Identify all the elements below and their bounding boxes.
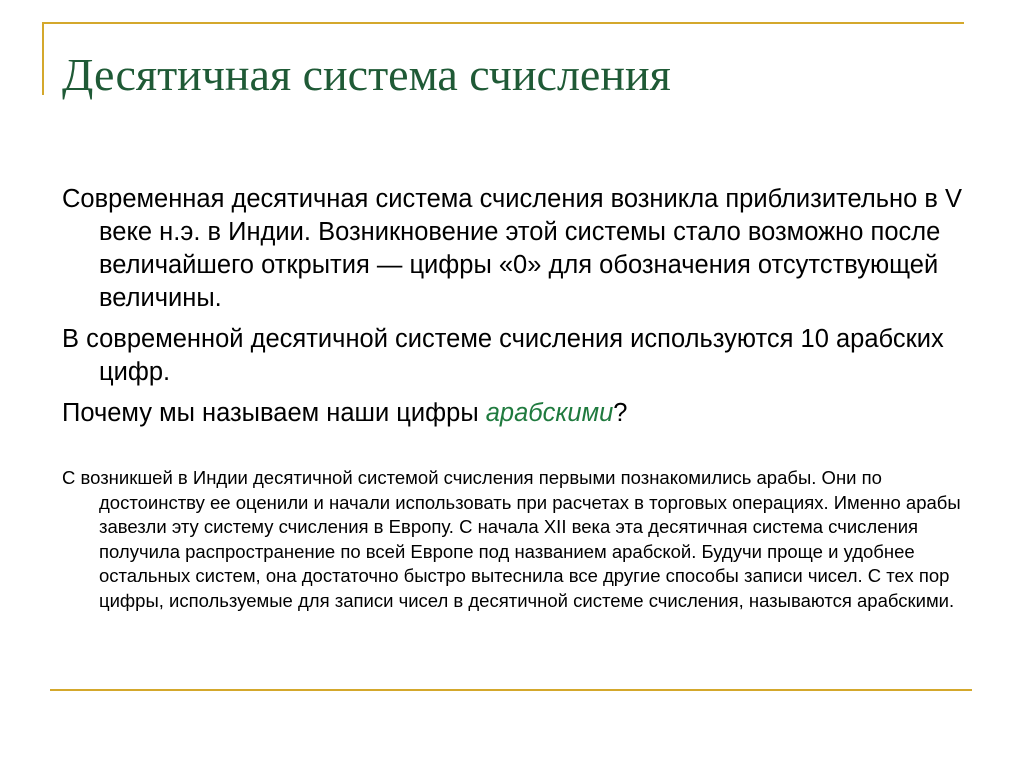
slide-content — [62, 183, 972, 613]
bottom-border-line — [50, 689, 972, 691]
paragraph-origin: Современная десятичная система счисления возникла приблизительно в V веке н.э. в Индии. Возникновение этой системы стало возможно после величайшего открытия — цифры «0» для обозначения отсутствующей величины. — [62, 185, 962, 312]
question-mark: ? — [613, 399, 628, 427]
top-border-line — [42, 22, 964, 24]
question-highlight: арабскими — [485, 399, 614, 427]
paragraph-digits: В современной десятичной системе счисления используются 10 арабских цифр. — [62, 325, 944, 386]
history-note: С возникшей в Индии десятичной системой счисления первыми познакомились арабы. Они по достоинству ее оценили и начали использовать при расчетах в торговых операциях. Именно арабы завезли эту систему счисления в Европу. С начала XII века эта десятичная система счисления получила распространение по всей Европе под названием арабской. Будучи проще и удобнее остальных систем, она достаточно быстро вытеснила все другие способы записи чисел. С тех пор цифры, используемые для записи чисел в десятичной системе счисления, называются арабскими. — [62, 467, 961, 611]
left-border-line — [42, 22, 44, 95]
slide-title: Десятичная система счисления — [62, 49, 671, 100]
question-paragraph — [62, 397, 972, 430]
question-text: Почему мы называем наши цифры — [62, 399, 486, 427]
